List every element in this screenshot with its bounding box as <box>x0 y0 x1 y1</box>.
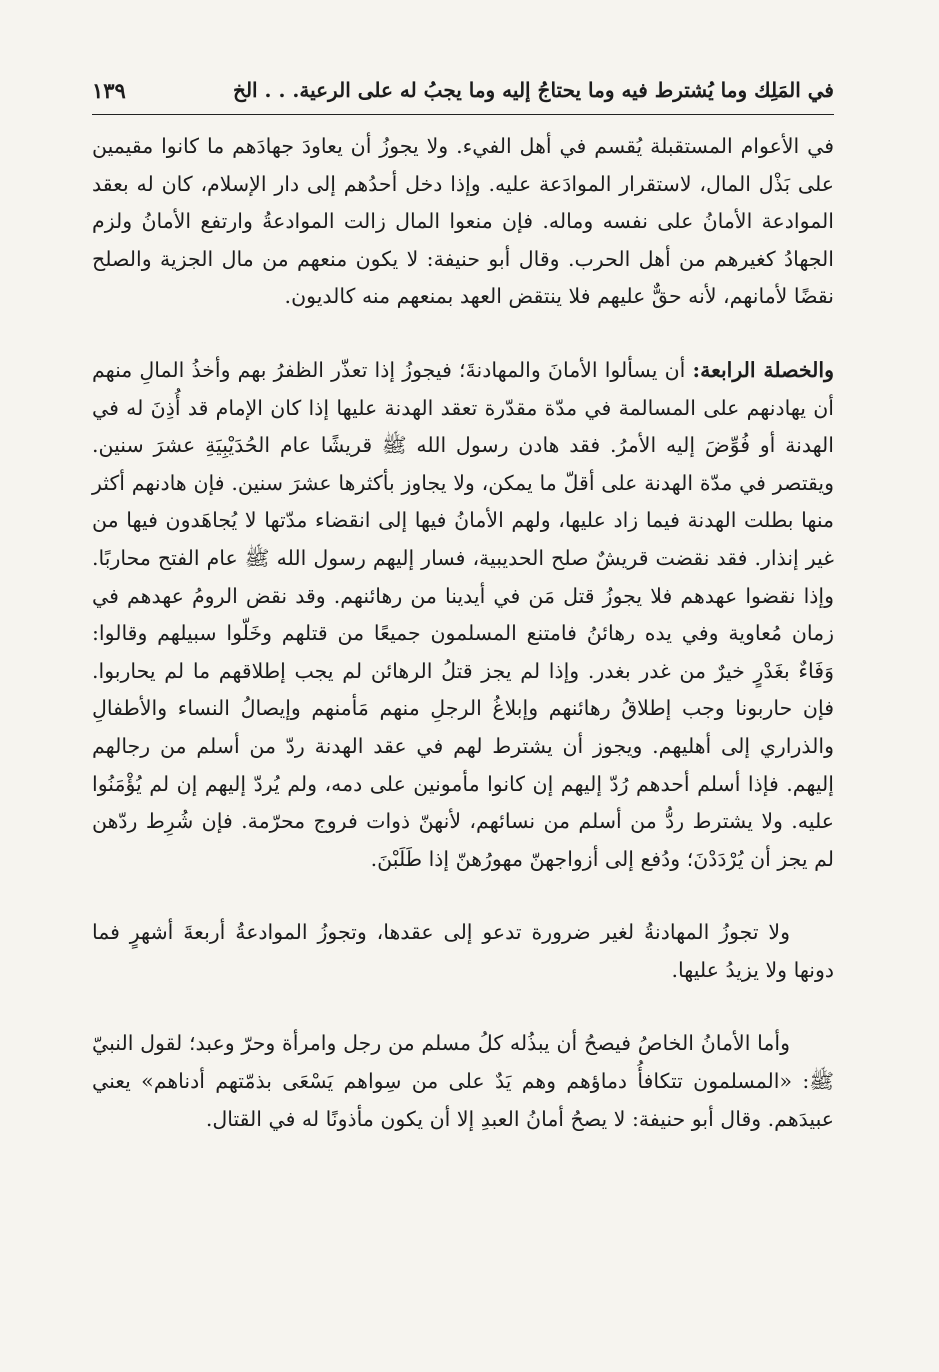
paragraph-1 <box>92 128 834 316</box>
paragraph-2 <box>92 352 834 878</box>
paragraph-4 <box>92 1025 834 1138</box>
paragraph-text: أن يسألوا الأمانَ والمهادنةَ؛ فيجوزُ إذا تعذّر الظفرُ بهم وأخذُ المالِ منهم أن يهادنهم على المسالمة في مدّة مقدّرة تعقد الهدنة عليها إذا كان الإمام قد أُذِنَ له في الهدنة أو فُوِّضَ إليه الأمرُ. فقد هادن رسول الله ﷺ قريشًا عام الحُدَيْبِيَةِ عشرَ سنين. ويقتصر في مدّة الهدنة على أقلّ ما يمكن، ولا يجاوز بأكثرها عشرَ سنين. فإن هادنهم أكثر منها بطلت الهدنة فيما زاد عليها، ولهم الأمانُ فيها إلى انقضاء مدّتها لا يُجاهَدون فيها من غير إنذار. فقد نقضت قريشٌ صلح الحديبية، فسار إليهم رسول الله ﷺ عام الفتح محاربًا. وإذا نقضوا عهدهم فلا يجوزُ قتل مَن في أيدينا من رهائنهم. وقد نقض الرومُ عهدهم في زمان مُعاوية وفي يده رهائنُ فامتنع المسلمون جميعًا من قتلهم وخَلّوا سبيلهم وقالوا: وَفَاءٌ بغَدْرٍ خيرٌ من غدر بغدر. وإذا لم يجز قتلُ الرهائن لم يجب إطلاقهم ما لم يحاربوا. فإن حاربونا وجب إطلاقُ رهائنهم وإبلاغُ الرجلِ منهم مَأمنهم وإيصالُ النساء والأطفالِ والذراري إلى أهليهم. ويجوز أن يشترط لهم في عقد الهدنة ردّ من أسلم من رجالهم إليهم. فإذا أسلم أحدهم رُدّ إليهم إن كانوا مأمونين على دمه، ولم يُردّ إليهم إن لم يُؤْمَنُوا عليه. ولا يشترط ردُّ من أسلم من نسائهم، لأنهنّ ذوات فروج محرّمة. فإن شُرِط ردّهن لم يجز أن يُرْدَدْنَ؛ ودُفع إلى أزواجهنّ مهورُهنّ إذا طَلَبْنَ. <box>92 357 834 871</box>
paragraph-3 <box>92 914 834 989</box>
paragraph-text: في الأعوام المستقبلة يُقسم في أهل الفيء. ولا يجوزُ أن يعاودَ جهادَهم ما كانوا مقيمين على بَذْل المال، لاستقرار الموادَعة عليه. وإذا دخل أحدُهم إلى دار الإسلام، كان له بعقد الموادعة الأمانُ على نفسه وماله. فإن منعوا المال زالت الموادعةُ وارتفع الأمانُ ولزم الجهادُ كغيرهم من أهل الحرب. وقال أبو حنيفة: لا يكون منعهم من مال الجزية والصلح نقضًا لأمانهم، لأنه حقٌّ عليهم فلا ينتقض العهد بمنعهم منه كالديون. <box>92 134 834 309</box>
book-page <box>92 70 834 1360</box>
running-header <box>92 70 834 116</box>
body-text <box>92 128 834 1138</box>
section-heading-fourth-trait: والخصلة الرابعة: <box>692 357 835 382</box>
header-rule <box>92 114 834 115</box>
page-number: ١٣٩ <box>92 78 126 103</box>
paragraph-text: ولا تجوزُ المهادنةُ لغير ضرورة تدعو إلى عقدها، وتجوزُ الموادعةُ أربعةَ أشهرٍ فما دونها ولا يزيدُ عليها. <box>92 920 834 982</box>
chapter-title: في المَلِك وما يُشترط فيه وما يحتاجُ إليه وما يجبُ له على الرعية. . . الخ <box>233 78 834 102</box>
paragraph-text: وأما الأمانُ الخاصُ فيصحُ أن يبذُله كلُ مسلم من رجل وامرأة وحرّ وعبد؛ لقول النبيّ ﷺ: «المسلمون تتكافأُ دماؤهم وهم يَدٌ على من سِواهم يَسْعَى بذمّتهم أدناهم» يعني عبيدَهم. وقال أبو حنيفة: لا يصحُ أمانُ العبدِ إلا أن يكون مأذونًا له في القتال. <box>92 1031 834 1131</box>
